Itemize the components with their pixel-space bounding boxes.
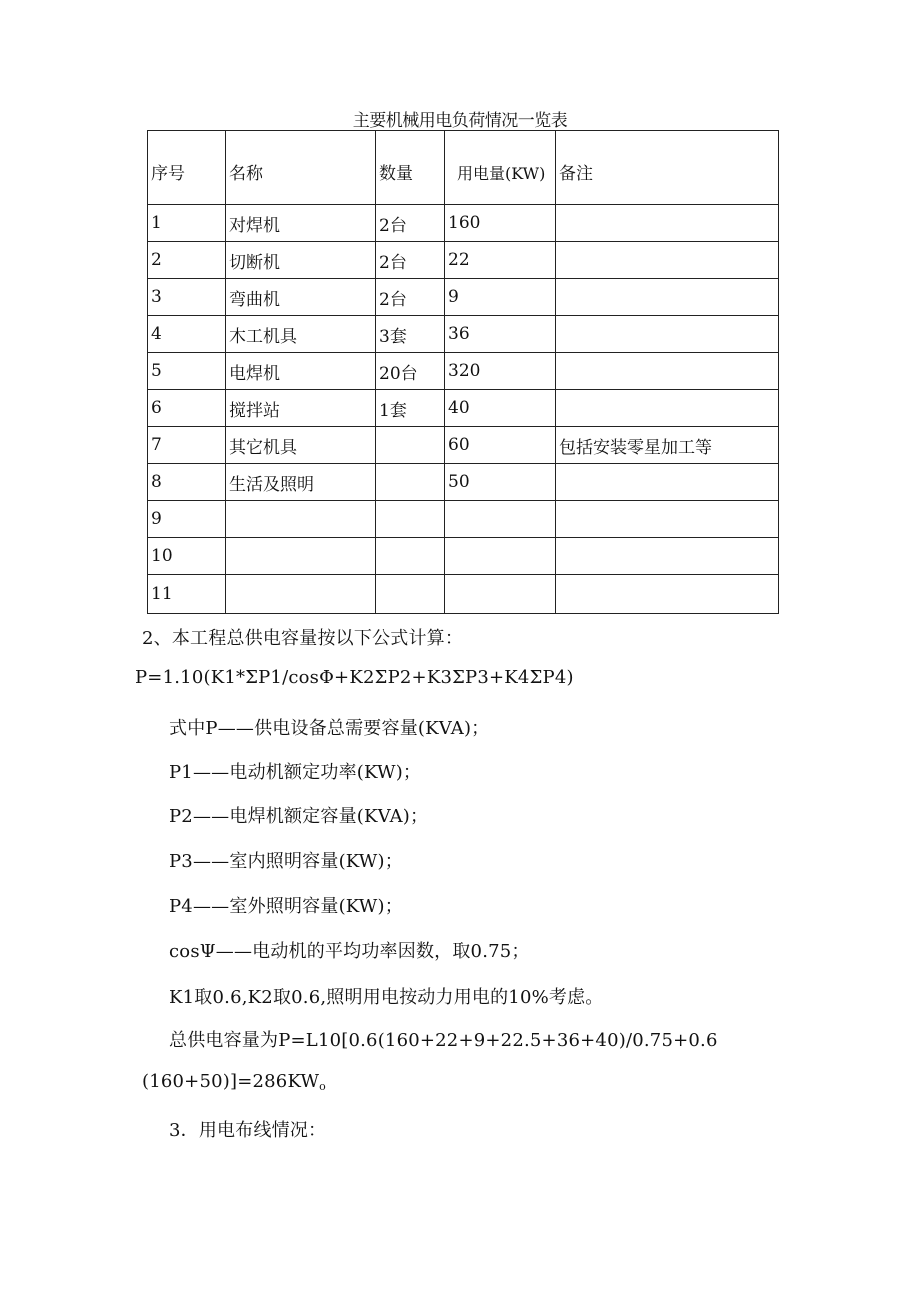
total-capacity-suffix: o (319, 1080, 326, 1093)
table-row (148, 427, 779, 464)
header-power: 用电量(KW) (445, 131, 556, 205)
cell-remark (556, 575, 779, 614)
cell-power (445, 538, 556, 575)
table-row (148, 501, 779, 538)
cell-power: 320 (445, 353, 556, 390)
cell-name (226, 575, 376, 614)
cell-index: 8 (148, 464, 226, 501)
definition-p3: P3——室内照明容量(KW)； (169, 851, 403, 872)
table-row (148, 242, 779, 279)
cell-index: 6 (148, 390, 226, 427)
cell-index: 11 (148, 575, 226, 614)
header-qty: 数量 (376, 131, 445, 205)
cell-name: 切断机 (226, 242, 376, 279)
table-row (148, 538, 779, 575)
load-table (147, 130, 779, 614)
cell-remark (556, 390, 779, 427)
definition-p2: P2——电焊机额定容量(KVA)； (169, 806, 429, 827)
table-row (148, 205, 779, 242)
cell-name: 木工机具 (226, 316, 376, 353)
header-index: 序号 (148, 131, 226, 205)
cell-remark (556, 538, 779, 575)
cell-qty: 2台 (376, 242, 445, 279)
cell-remark (556, 316, 779, 353)
cell-power: 22 (445, 242, 556, 279)
cell-name: 弯曲机 (226, 279, 376, 316)
cell-remark (556, 501, 779, 538)
cell-name: 生活及照明 (226, 464, 376, 501)
cell-power (445, 501, 556, 538)
cell-power: 36 (445, 316, 556, 353)
table-row (148, 575, 779, 614)
cell-remark: 包括安装零星加工等 (556, 427, 779, 464)
cell-qty (376, 464, 445, 501)
cell-index: 7 (148, 427, 226, 464)
cell-qty (376, 427, 445, 464)
definition-p: 式中P——供电设备总需要容量(KVA)； (169, 718, 490, 739)
k-values-note: K1取0.6,K2取0.6,照明用电按动力用电的10%考虑。 (169, 987, 604, 1008)
cell-power: 160 (445, 205, 556, 242)
cell-remark (556, 464, 779, 501)
cell-index: 10 (148, 538, 226, 575)
cell-qty: 3套 (376, 316, 445, 353)
cell-qty: 2台 (376, 205, 445, 242)
table-header-row (148, 131, 779, 205)
cell-index: 3 (148, 279, 226, 316)
cell-remark (556, 205, 779, 242)
cell-index: 2 (148, 242, 226, 279)
cell-qty (376, 538, 445, 575)
cell-power: 9 (445, 279, 556, 316)
definition-cos: cosΨ——电动机的平均功率因数，取0.75； (169, 941, 530, 962)
definition-p1: P1——电动机额定功率(KW)； (169, 762, 422, 783)
cell-qty (376, 501, 445, 538)
table-row (148, 464, 779, 501)
cell-power: 40 (445, 390, 556, 427)
section-3-heading: 3．用电布线情况： (169, 1120, 327, 1141)
capacity-formula: P=1.10(K1*ΣP1/cosΦ+K2ΣP2+K3ΣP3+K4ΣP4) (135, 667, 574, 688)
cell-remark (556, 279, 779, 316)
table-title: 主要机械用电负荷情况一览表 (352, 111, 568, 131)
cell-power: 60 (445, 427, 556, 464)
definition-p4: P4——室外照明容量(KW)； (169, 896, 403, 917)
table-row (148, 390, 779, 427)
header-remark: 备注 (556, 131, 779, 205)
cell-remark (556, 353, 779, 390)
table-row (148, 316, 779, 353)
cell-name: 其它机具 (226, 427, 376, 464)
table-row (148, 353, 779, 390)
cell-qty: 20台 (376, 353, 445, 390)
header-name: 名称 (226, 131, 376, 205)
total-capacity-line-1: 总供电容量为P=L10[0.6(160+22+9+22.5+36+40)/0.75+0.6 (169, 1030, 718, 1051)
cell-name: 对焊机 (226, 205, 376, 242)
total-capacity-result: (160+50)]=286KW (142, 1071, 320, 1092)
cell-index: 5 (148, 353, 226, 390)
cell-name (226, 501, 376, 538)
cell-qty: 2台 (376, 279, 445, 316)
cell-index: 9 (148, 501, 226, 538)
section-2-heading: 2、本工程总供电容量按以下公式计算： (142, 628, 464, 649)
cell-power: 50 (445, 464, 556, 501)
table-row (148, 279, 779, 316)
total-capacity-line-2 (142, 1071, 326, 1093)
cell-index: 1 (148, 205, 226, 242)
cell-name: 搅拌站 (226, 390, 376, 427)
cell-power (445, 575, 556, 614)
cell-remark (556, 242, 779, 279)
cell-name: 电焊机 (226, 353, 376, 390)
cell-index: 4 (148, 316, 226, 353)
cell-name (226, 538, 376, 575)
cell-qty (376, 575, 445, 614)
cell-qty: 1套 (376, 390, 445, 427)
